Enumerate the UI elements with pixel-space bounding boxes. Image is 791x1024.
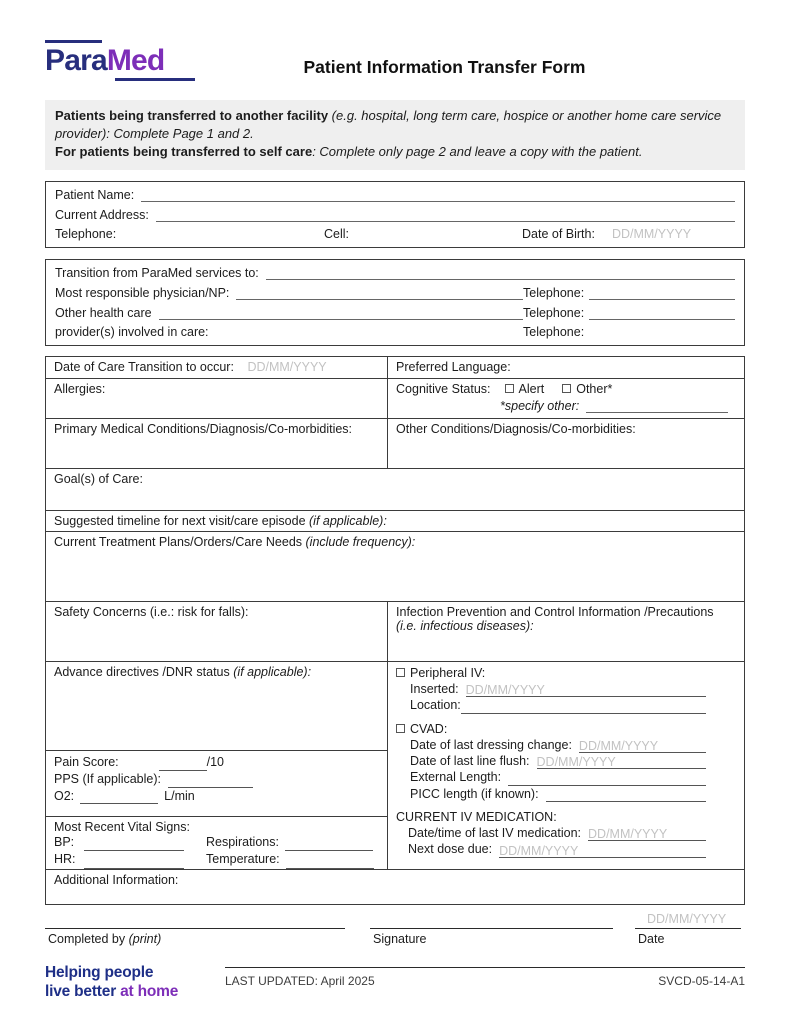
other-checkbox[interactable] (562, 384, 571, 393)
specify-other-label: *specify other: (500, 398, 580, 413)
bp-field[interactable] (84, 837, 184, 851)
next-dose-label: Next dose due: (408, 842, 493, 857)
cell-label: Cell: (324, 226, 350, 241)
respirations-field[interactable] (285, 837, 373, 851)
other-provider-label-line1: Other health care (55, 305, 152, 320)
bp-label: BP: (54, 834, 75, 849)
pps-field[interactable] (168, 774, 253, 788)
physician-telephone-label: Telephone: (523, 285, 585, 300)
hr-field[interactable] (84, 855, 184, 869)
pps-label: PPS (If applicable): (54, 771, 161, 786)
location-field[interactable] (461, 699, 706, 714)
pain-score-label: Pain Score: (54, 754, 119, 769)
date-transition-field[interactable]: DD/MM/YYYY (247, 359, 327, 374)
additional-info-label: Additional Information: (54, 872, 179, 887)
dressing-change-field[interactable]: DD/MM/YYYY (579, 738, 706, 753)
treatment-plans-label: Current Treatment Plans/Orders/Care Needs (54, 534, 306, 549)
physician-row (55, 285, 735, 300)
instruction-box (45, 100, 745, 170)
vitals-header: Most Recent Vital Signs: (54, 819, 190, 834)
goals-of-care-label: Goal(s) of Care: (54, 471, 143, 486)
logo-text-para: Para (45, 44, 107, 77)
date-transition-label: Date of Care Transition to occur: (54, 359, 234, 374)
date-field[interactable] (635, 928, 741, 929)
infection-prevention-label: Infection Prevention and Control Information /Precautions (396, 604, 714, 619)
specify-other-field[interactable] (586, 398, 728, 413)
respirations-label: Respirations: (206, 834, 279, 849)
signature-label: Signature (373, 931, 427, 946)
picc-length-label: PICC length (if known): (410, 786, 539, 801)
o2-label: O2: (54, 788, 75, 803)
other-conditions-label: Other Conditions/Diagnosis/Co-morbidities: (396, 421, 636, 436)
current-address-row (55, 207, 735, 222)
completed-by-field[interactable] (45, 928, 345, 929)
external-length-label: External Length: (410, 770, 502, 785)
peripheral-iv-checkbox[interactable] (396, 668, 405, 677)
dob-date-field[interactable]: DD/MM/YYYY (611, 226, 692, 241)
patient-name-label: Patient Name: (55, 187, 135, 202)
patient-name-field[interactable] (141, 187, 735, 202)
peripheral-iv-label: Peripheral IV: (410, 665, 486, 680)
primary-conditions-label: Primary Medical Conditions/Diagnosis/Co-morbidities: (54, 421, 353, 436)
current-address-label: Current Address: (55, 207, 149, 222)
date-label: Date (638, 931, 665, 946)
physician-label: Most responsible physician/NP: (55, 285, 230, 300)
transition-box (45, 259, 745, 346)
transition-to-row (55, 265, 735, 280)
other-provider-label-line2: provider(s) involved in care: (55, 324, 209, 339)
temperature-label: Temperature: (206, 852, 280, 867)
current-iv-medication-header: CURRENT IV MEDICATION: (396, 809, 557, 824)
phone-dob-row (55, 227, 735, 241)
document-code: SVCD-05-14-A1 (658, 973, 745, 988)
cognitive-status-label: Cognitive Status: (396, 381, 491, 396)
other-provider-row-1 (55, 305, 735, 320)
other-checkbox-label: Other* (576, 381, 613, 396)
last-iv-medication-label: Date/time of last IV medication: (408, 826, 582, 841)
pain-score-field[interactable] (159, 757, 207, 771)
physician-telephone-field[interactable] (589, 285, 735, 300)
other-provider-telephone-field[interactable] (589, 305, 735, 320)
other-provider-row-2 (55, 325, 735, 339)
other-provider-field[interactable] (159, 305, 523, 320)
telephone-label: Telephone: (55, 226, 117, 241)
signature-area: Completed by (print) Signature DD/MM/YYYY Date (45, 912, 745, 946)
alert-checkbox[interactable] (505, 384, 514, 393)
row-timeline: Suggested timeline for next visit/care episode (if applicable): (46, 510, 744, 531)
timeline-label: Suggested timeline for next visit/care episode (54, 513, 309, 528)
last-iv-medication-field[interactable]: DD/MM/YYYY (588, 826, 706, 841)
line-flush-field[interactable]: DD/MM/YYYY (537, 754, 706, 769)
pain-score-cell: Pain Score: /10 PPS (If applicable): O2: L/min (46, 750, 387, 816)
next-dose-field[interactable]: DD/MM/YYYY (499, 843, 706, 858)
cvad-label: CVAD: (410, 721, 448, 736)
iv-information-cell (388, 662, 744, 869)
cvad-checkbox[interactable] (396, 724, 405, 733)
tagline: Helping people live better at home (45, 963, 179, 1001)
picc-length-field[interactable] (546, 787, 706, 802)
row-date-language (46, 357, 744, 378)
instruction-line-1: Patients being transferred to another facility (e.g. hospital, long term care, hospice or another home care service provider): Complete Page 1 and 2. (55, 107, 722, 141)
line-flush-label: Date of last line flush: (410, 754, 530, 769)
patient-demographics-box (45, 181, 745, 248)
row-safety-infection: Safety Concerns (i.e.: risk for falls): Infection Prevention and Control Information /Precautions (i.e. infectious diseases): (46, 601, 744, 661)
signature-field[interactable] (370, 928, 613, 929)
instruction-line-2: For patients being transferred to self care: Complete only page 2 and leave a copy with the patient. (55, 144, 643, 160)
advance-directives-label: Advance directives /DNR status (54, 664, 234, 679)
external-length-field[interactable] (508, 771, 706, 786)
row-additional-info (46, 869, 744, 904)
last-updated-text: LAST UPDATED: April 2025 (225, 973, 375, 988)
page-title: Patient Information Transfer Form (303, 57, 586, 77)
o2-field[interactable] (80, 790, 158, 804)
location-label: Location: (410, 698, 461, 713)
physician-field[interactable] (236, 285, 523, 300)
current-address-field[interactable] (156, 207, 735, 222)
row-conditions (46, 418, 744, 468)
third-telephone-label: Telephone: (523, 324, 585, 339)
safety-concerns-label: Safety Concerns (i.e.: risk for falls): (54, 604, 249, 619)
dressing-change-label: Date of last dressing change: (410, 737, 572, 752)
paramed-logo (45, 40, 210, 81)
inserted-date-field[interactable]: DD/MM/YYYY (466, 682, 706, 697)
preferred-language-label: Preferred Language: (396, 359, 511, 374)
allergies-label: Allergies: (54, 381, 106, 396)
other-provider-telephone-label: Telephone: (523, 305, 585, 320)
logo-text-med: Med (106, 44, 165, 77)
row-goals (46, 468, 744, 510)
footer (45, 963, 745, 1002)
transition-to-label: Transition from ParaMed services to: (55, 265, 259, 280)
transition-to-field[interactable] (266, 265, 735, 280)
row-complex (46, 661, 744, 869)
logo-top-line (45, 40, 102, 43)
dob-label: Date of Birth: (522, 226, 595, 241)
row-treatment-plans: Current Treatment Plans/Orders/Care Needs (include frequency): (46, 531, 744, 601)
vital-signs-cell (46, 816, 387, 869)
inserted-label: Inserted: (410, 682, 459, 697)
care-details-table (45, 356, 745, 905)
temperature-field[interactable] (286, 855, 374, 869)
date-placeholder: DD/MM/YYYY (647, 911, 727, 926)
alert-checkbox-label: Alert (518, 381, 545, 396)
hr-label: HR: (54, 852, 76, 867)
row-allergies-cognitive (46, 378, 744, 418)
patient-name-row (55, 187, 735, 202)
completed-by-label: Completed by (48, 931, 129, 946)
advance-directives-cell: Advance directives /DNR status (if applicable): (54, 664, 312, 679)
header (45, 40, 745, 81)
logo-underline (115, 78, 195, 81)
